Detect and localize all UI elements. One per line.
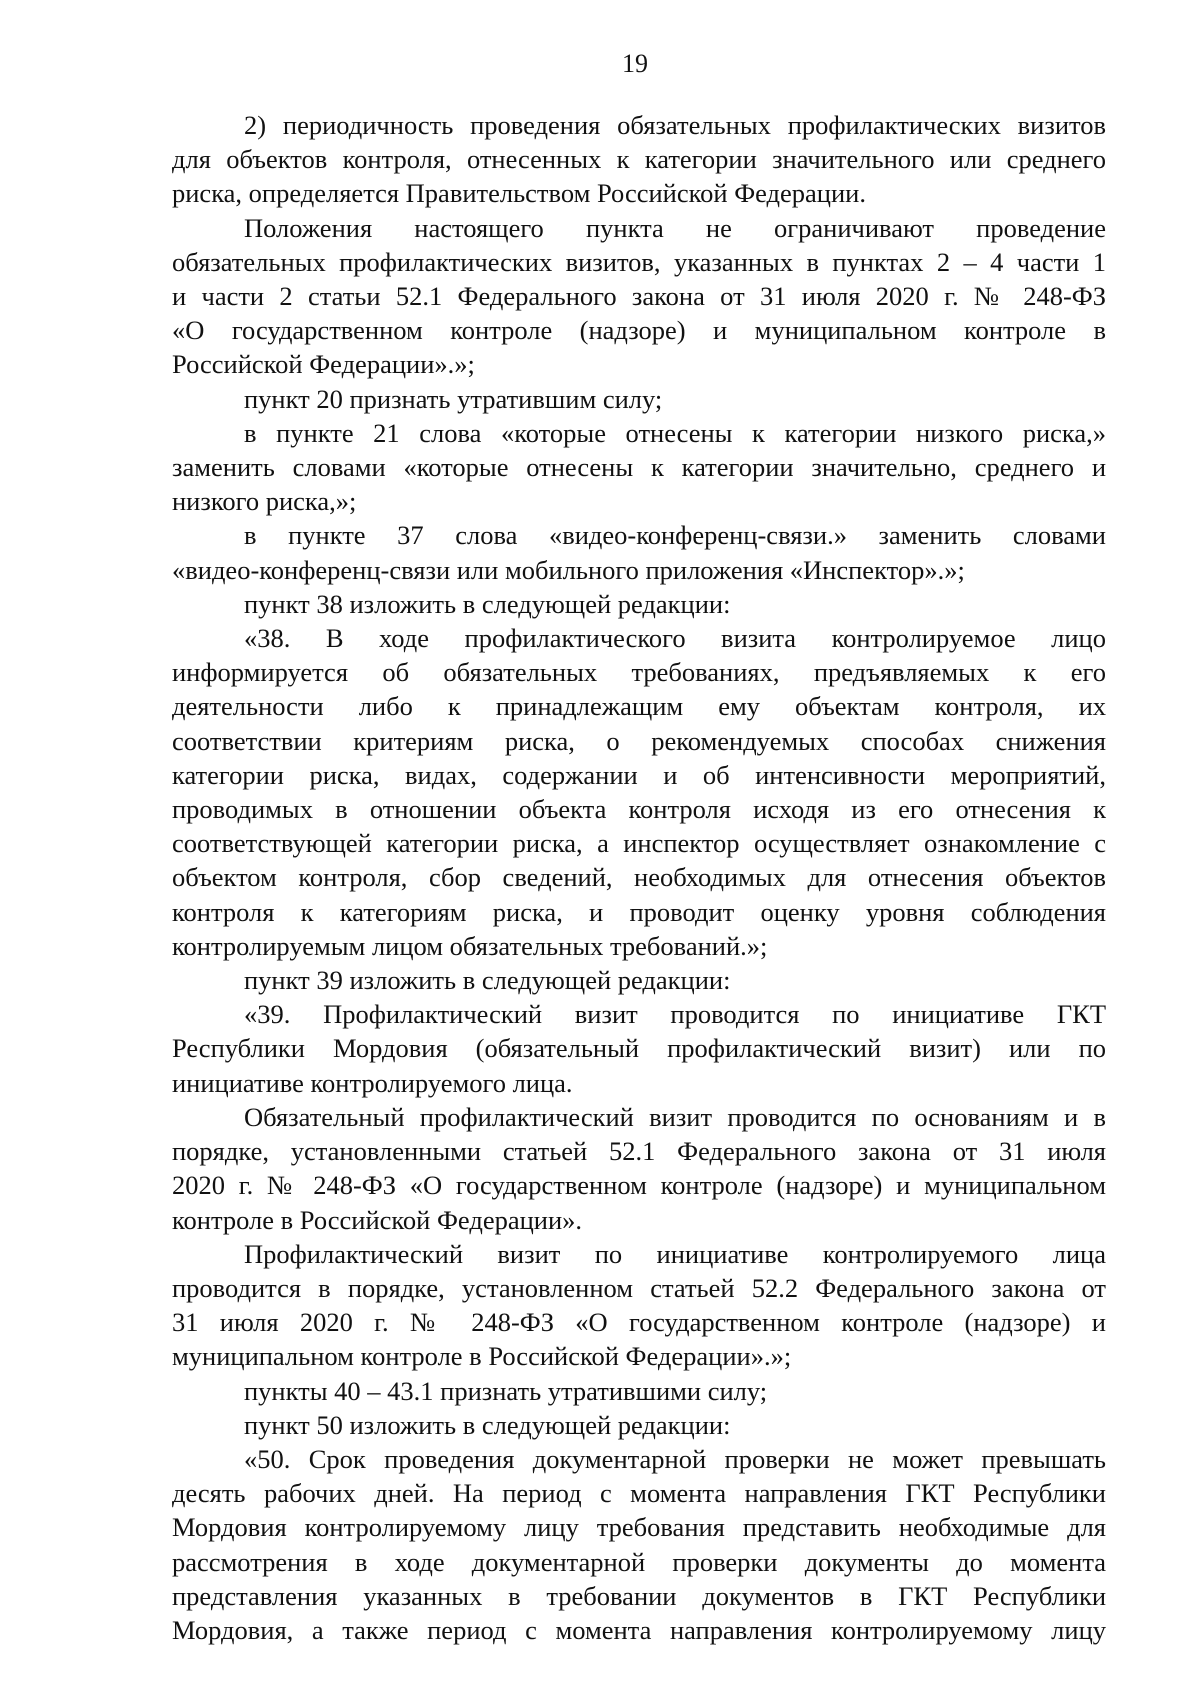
paragraph-p9 [172, 997, 1106, 1100]
text-line: Обязательный профилактический визит проводится по основаниям и в [244, 1101, 1106, 1132]
paragraph-p6 [172, 587, 1106, 621]
paragraph-p10 [172, 1100, 1106, 1237]
paragraph-p4 [172, 416, 1106, 519]
paragraph-p8 [172, 963, 1106, 997]
paragraph-p5 [172, 518, 1106, 586]
text-line: заменить словами «которые отнесены к категории значительно, среднего и [172, 452, 1106, 483]
text-line: информируется об обязательных требованиях, предъявляемых к его [172, 657, 1106, 688]
text-line: для объектов контроля, отнесенных к категории значительного или среднего [172, 144, 1106, 175]
text-line: обязательных профилактических визитов, указанных в пунктах 2 – 4 части 1 [172, 246, 1106, 277]
paragraph-p3 [172, 382, 1106, 416]
text-line: представления указанных в требовании документов в ГКТ Республики [172, 1580, 1106, 1611]
text-line: проводимых в отношении объекта контроля исходя из его отнесения к [172, 794, 1106, 825]
text-line: Мордовия контролируемому лицу требования представить необходимые для [172, 1512, 1106, 1543]
text-line: контролируемым лицом обязательных требований.»; [172, 930, 768, 961]
text-line: в пункте 37 слова «видео-конференц-связи.» заменить словами [244, 520, 1106, 551]
text-line: в пункте 21 слова «которые отнесены к категории низкого риска,» [244, 417, 1106, 448]
paragraph-p11 [172, 1237, 1106, 1374]
text-line: проводится в порядке, установленном статьей 52.2 Федерального закона от [172, 1272, 1106, 1303]
text-line: пункт 20 признать утратившим силу; [244, 383, 663, 414]
text-line: низкого риска,»; [172, 486, 357, 517]
text-line: пункт 38 изложить в следующей редакции: [244, 588, 731, 619]
text-line: и части 2 статьи 52.1 Федерального закона от 31 июля 2020 г. № 248-ФЗ [172, 281, 1106, 312]
paragraph-p2 [172, 211, 1106, 382]
text-line: объектом контроля, сбор сведений, необходимых для отнесения объектов [172, 862, 1106, 893]
text-line: контроле в Российской Федерации». [172, 1204, 583, 1235]
page-number: 19 [622, 49, 648, 78]
text-line: 31 июля 2020 г. № 248-ФЗ «О государственном контроле (надзоре) и [172, 1307, 1106, 1338]
text-line: пункты 40 – 43.1 признать утратившими силу; [244, 1375, 768, 1406]
text-line: Профилактический визит по инициативе контролируемого лица [244, 1238, 1106, 1269]
paragraph-p1 [172, 108, 1106, 211]
text-line: Российской Федерации».»; [172, 349, 475, 380]
text-line: инициативе контролируемого лица. [172, 1067, 573, 1098]
text-line: «39. Профилактический визит проводится по инициативе ГКТ [244, 999, 1106, 1030]
text-line: пункт 39 изложить в следующей редакции: [244, 965, 731, 996]
text-line: порядке, установленными статьей 52.1 Федерального закона от 31 июля [172, 1136, 1106, 1167]
text-line: «50. Срок проведения документарной проверки не может превышать [244, 1443, 1106, 1474]
text-line: Республики Мордовия (обязательный профилактический визит) или по [172, 1033, 1106, 1064]
text-line: рассмотрения в ходе документарной проверки документы до момента [172, 1546, 1106, 1577]
text-line: десять рабочих дней. На период с момента направления ГКТ Республики [172, 1478, 1106, 1509]
text-line: соответствующей категории риска, а инспектор осуществляет ознакомление с [172, 828, 1106, 859]
text-line: пункт 50 изложить в следующей редакции: [244, 1409, 731, 1440]
text-line: соответствии критериям риска, о рекомендуемых способах снижения [172, 725, 1106, 756]
text-line: 2) периодичность проведения обязательных профилактических визитов [244, 110, 1106, 140]
text-line: «видео-конференц-связи или мобильного приложения «Инспектор».»; [172, 554, 965, 585]
text-line: муниципальном контроле в Российской Федерации».»; [172, 1341, 792, 1372]
text-line: 2020 г. № 248-ФЗ «О государственном контроле (надзоре) и муниципальном [172, 1170, 1106, 1201]
text-line: Положения настоящего пункта не ограничивают проведение [244, 212, 1106, 243]
paragraph-p12 [172, 1374, 1106, 1408]
text-line: Мордовия, а также период с момента направления контролируемому лицу [172, 1614, 1106, 1645]
paragraph-p14 [172, 1442, 1106, 1647]
text-line: категории риска, видах, содержании и об интенсивности мероприятий, [172, 759, 1106, 790]
text-line: «38. В ходе профилактического визита контролируемое лицо [244, 623, 1106, 654]
text-line: деятельности либо к принадлежащим ему объектам контроля, их [172, 691, 1106, 722]
document-body [172, 108, 1106, 1647]
paragraph-p7 [172, 621, 1106, 963]
text-line: «О государственном контроле (надзоре) и муниципальном контроле в [172, 315, 1106, 346]
text-line: риска, определяется Правительством Российской Федерации. [172, 178, 866, 209]
paragraph-p13 [172, 1408, 1106, 1442]
text-line: контроля к категориям риска, и проводит оценку уровня соблюдения [172, 896, 1106, 927]
